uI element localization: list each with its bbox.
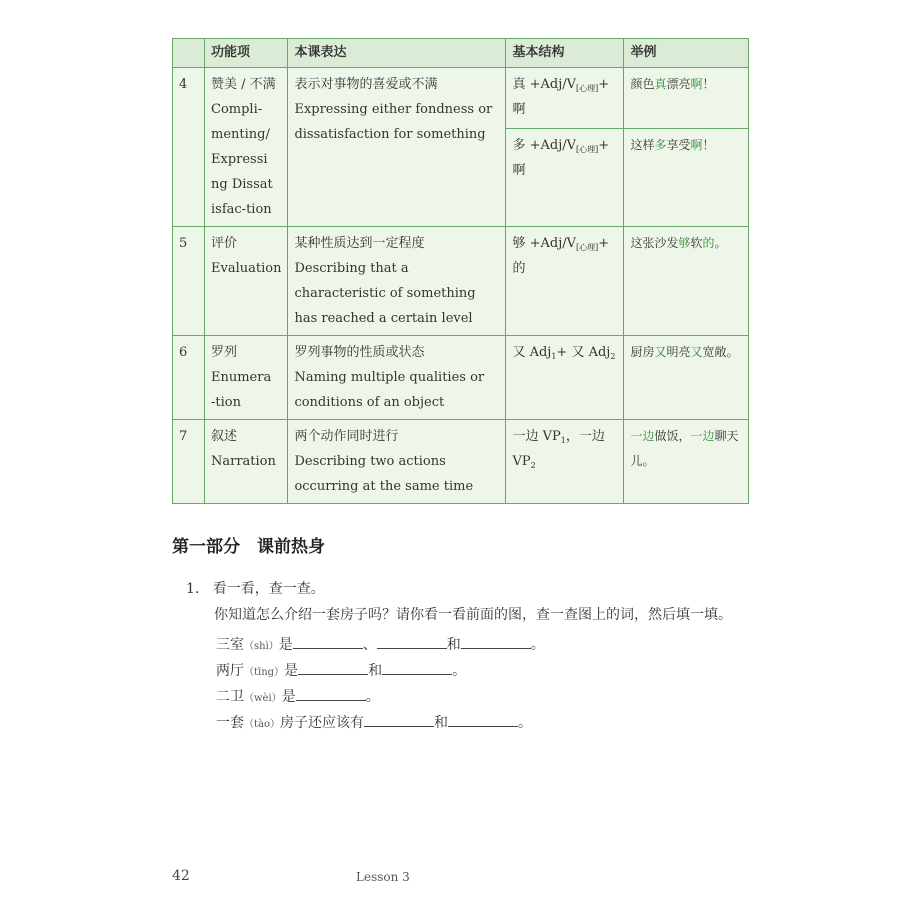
expression-en: Naming multiple qualities or conditions of an object xyxy=(294,370,485,410)
table-row xyxy=(173,336,749,420)
function-zh: 罗列 xyxy=(211,345,238,360)
example-text: 。 xyxy=(714,236,727,250)
header-num xyxy=(173,39,205,68)
example-text: 明亮 xyxy=(666,345,691,359)
row-number: 7 xyxy=(173,420,205,504)
function-cell xyxy=(205,68,288,227)
structure-sub: [心理] xyxy=(576,243,599,252)
fill-text: 是 xyxy=(281,689,296,705)
row-number: 4 xyxy=(173,68,205,227)
structure-sub: 2 xyxy=(610,352,616,361)
header-structure: 基本结构 xyxy=(506,39,624,68)
function-en: Narration xyxy=(211,454,276,469)
fill-blank[interactable] xyxy=(461,636,531,649)
example-highlight: 啊 xyxy=(690,77,703,91)
expression-cell xyxy=(288,336,506,420)
example-text: 做饭， xyxy=(654,429,691,443)
fill-text: 。 xyxy=(530,637,545,653)
function-cell xyxy=(205,227,288,336)
example-text: 享受 xyxy=(666,137,691,152)
expression-zh: 两个动作同时进行 xyxy=(294,429,399,444)
structure-text: 够 +Adj/V xyxy=(512,236,576,251)
structure-sub: 1 xyxy=(551,352,557,361)
structure-sub: 2 xyxy=(530,461,536,470)
expression-en: Describing that a characteristic of something has reached a certain level xyxy=(294,261,476,326)
header-example: 举例 xyxy=(624,39,749,68)
fill-text: 。 xyxy=(365,689,380,705)
table-row xyxy=(173,227,749,336)
example-cell xyxy=(624,227,749,336)
fill-text: 一套 xyxy=(216,715,244,731)
structure-cell xyxy=(506,68,624,129)
expression-zh: 表示对事物的喜爱或不满 xyxy=(294,77,438,92)
fill-line xyxy=(216,634,545,654)
function-table xyxy=(172,38,749,504)
function-zh: 叙述 xyxy=(211,429,238,444)
function-cell xyxy=(205,336,288,420)
example-highlight: 的 xyxy=(702,236,715,250)
structure-text: + 的 xyxy=(512,236,610,276)
table-header-row xyxy=(173,39,749,68)
exercise-heading xyxy=(186,578,325,598)
function-cell xyxy=(205,420,288,504)
page-number: 42 xyxy=(172,868,190,884)
fill-text: 和 xyxy=(434,715,449,731)
exercise-instruction: 你知道怎么介绍一套房子吗？请你看一看前面的图，查一查图上的词，然后填一填。 xyxy=(214,607,732,623)
example-cell xyxy=(624,68,749,129)
pinyin: （tào） xyxy=(244,719,281,730)
structure-text: 又 Adj xyxy=(512,345,552,360)
row-number: 6 xyxy=(173,336,205,420)
table-row xyxy=(173,420,749,504)
example-text: ！ xyxy=(702,77,715,91)
structure-cell xyxy=(506,227,624,336)
fill-text: 。 xyxy=(452,663,467,679)
pinyin: （wèi） xyxy=(244,693,282,704)
expression-en: Expressing either fondness or dissatisfaction for something xyxy=(294,102,493,142)
header-expression: 本课表达 xyxy=(288,39,506,68)
function-en: Enumera-tion xyxy=(211,370,272,410)
fill-text: 和 xyxy=(368,663,383,679)
fill-text: 二卫 xyxy=(216,689,244,705)
fill-blank[interactable] xyxy=(296,688,366,701)
pinyin: （shì） xyxy=(244,641,279,652)
fill-text: 两厅 xyxy=(216,663,244,679)
example-highlight: 又 xyxy=(654,345,667,359)
structure-text: + 啊 xyxy=(512,137,610,178)
example-cell xyxy=(624,128,749,226)
structure-text: ，一边 VP xyxy=(512,429,605,469)
fill-text: 房子还应该有 xyxy=(280,715,365,731)
example-text: 厨房 xyxy=(630,345,655,359)
function-zh: 赞美 / 不满 xyxy=(211,77,276,92)
expression-zh: 某种性质达到一定程度 xyxy=(294,236,425,251)
expression-cell xyxy=(288,227,506,336)
section-title: 第一部分 课前热身 xyxy=(172,537,325,557)
example-text: 这样 xyxy=(630,137,655,152)
example-text: ！ xyxy=(702,137,715,152)
fill-text: 是 xyxy=(284,663,299,679)
structure-cell xyxy=(506,128,624,226)
fill-blank[interactable] xyxy=(298,662,368,675)
structure-text: 真 +Adj/V xyxy=(512,77,576,92)
function-zh: 评价 xyxy=(211,236,238,251)
example-text: 漂亮 xyxy=(666,77,691,91)
example-cell xyxy=(624,420,749,504)
exercise-title: 看一看，查一查。 xyxy=(212,581,325,597)
exercise-number: 1. xyxy=(186,581,200,597)
fill-blank[interactable] xyxy=(293,636,363,649)
header-function: 功能项 xyxy=(205,39,288,68)
example-text: 聊天儿。 xyxy=(630,429,739,468)
structure-sub: [心理] xyxy=(576,84,599,93)
fill-text: 是 xyxy=(278,637,293,653)
example-cell xyxy=(624,336,749,420)
function-en: Compli-menting/ Expressing Dissatisfac-tion xyxy=(211,102,273,217)
expression-cell xyxy=(288,420,506,504)
structure-cell xyxy=(506,336,624,420)
fill-text: 、 xyxy=(362,637,377,653)
example-highlight: 多 xyxy=(654,137,667,152)
example-highlight: 啊 xyxy=(690,137,703,152)
fill-text: 三室 xyxy=(216,637,244,653)
fill-line xyxy=(216,712,532,732)
structure-cell xyxy=(506,420,624,504)
structure-text: + 啊 xyxy=(512,77,610,117)
row-number: 5 xyxy=(173,227,205,336)
fill-blank[interactable] xyxy=(364,714,434,727)
structure-sub: 1 xyxy=(560,436,566,445)
example-highlight: 又 xyxy=(690,345,703,359)
expression-zh: 罗列事物的性质或状态 xyxy=(294,345,425,360)
example-text: 这张沙发 xyxy=(630,236,679,250)
fill-line xyxy=(216,660,466,680)
example-text: 宽敞。 xyxy=(702,345,739,359)
fill-text: 。 xyxy=(518,715,533,731)
example-highlight: 一边 xyxy=(630,429,655,443)
example-highlight: 真 xyxy=(654,77,667,91)
fill-line xyxy=(216,686,380,706)
function-en: Evaluation xyxy=(211,261,282,276)
lesson-label: Lesson 3 xyxy=(356,870,410,884)
structure-sub: [心理] xyxy=(576,144,599,154)
structure-text: + 又 Adj xyxy=(556,345,611,360)
structure-text: 一边 VP xyxy=(512,429,561,444)
table-row xyxy=(173,68,749,129)
expression-cell xyxy=(288,68,506,227)
structure-text: 多 +Adj/V xyxy=(512,137,576,153)
fill-blank[interactable] xyxy=(377,636,447,649)
fill-blank[interactable] xyxy=(382,662,452,675)
example-highlight: 一边 xyxy=(690,429,715,443)
example-text: 软 xyxy=(690,236,703,250)
fill-text: 和 xyxy=(446,637,461,653)
expression-en: Describing two actions occurring at the same time xyxy=(294,454,474,494)
fill-blank[interactable] xyxy=(448,714,518,727)
pinyin: （tīng） xyxy=(244,667,285,678)
example-text: 颜色 xyxy=(630,77,655,91)
example-highlight: 够 xyxy=(678,236,691,250)
